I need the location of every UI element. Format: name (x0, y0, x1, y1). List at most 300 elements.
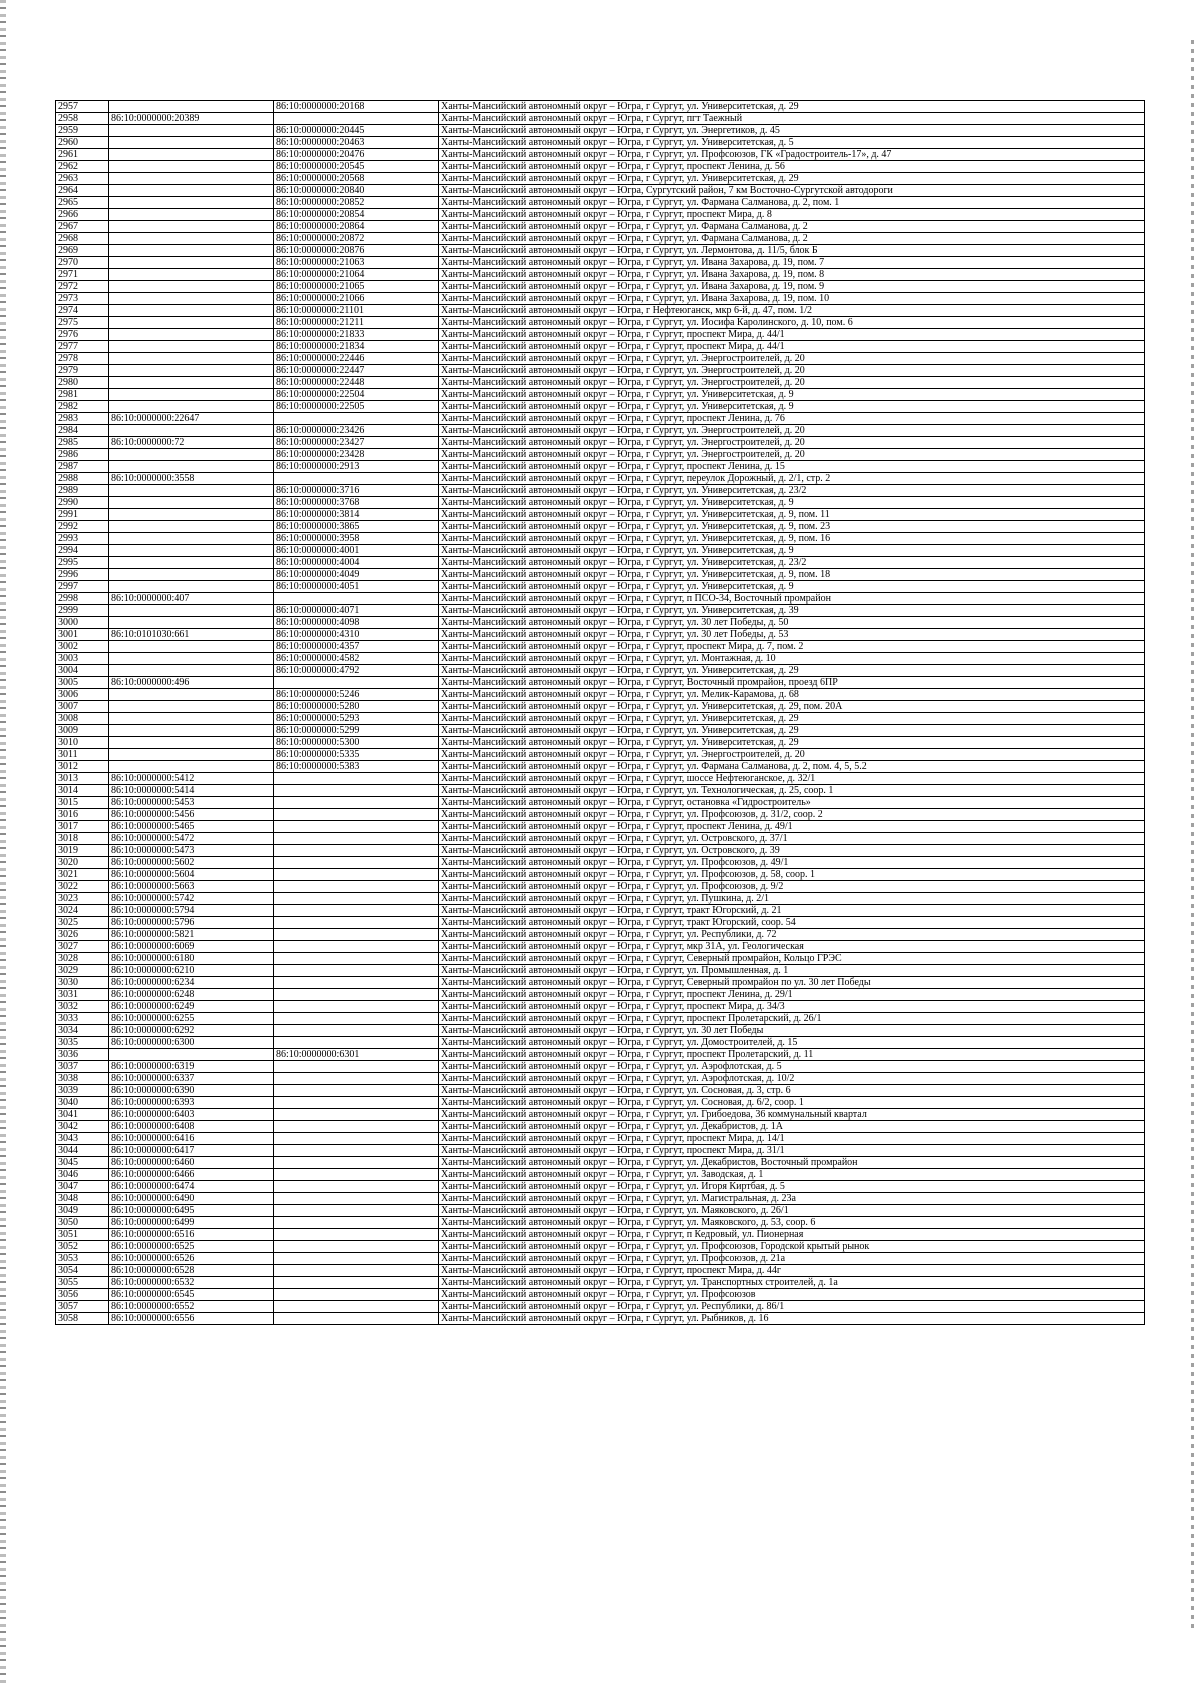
object-cadastral-number-cell: 86:10:0000000:4071 (274, 605, 439, 617)
cadastral-number-cell (109, 641, 274, 653)
object-cadastral-number-cell: 86:10:0000000:3958 (274, 533, 439, 545)
cadastral-number-cell: 86:10:0000000:6545 (109, 1289, 274, 1301)
object-cadastral-number-cell: 86:10:0000000:22447 (274, 365, 439, 377)
cadastral-number-cell (109, 209, 274, 221)
table-row (56, 821, 1145, 833)
table-row (56, 305, 1145, 317)
address-cell: Ханты-Мансийский автономный округ – Югра, г Сургут, ул. Грибоедова, 36 коммунальный квартал (439, 1109, 1145, 1121)
row-number-cell: 3021 (56, 869, 109, 881)
object-cadastral-number-cell: 86:10:0000000:4004 (274, 557, 439, 569)
address-cell: Ханты-Мансийский автономный округ – Югра, г Сургут, мкр 31А, ул. Геологическая (439, 941, 1145, 953)
address-cell: Ханты-Мансийский автономный округ – Югра, г Сургут, ул. 30 лет Победы (439, 1025, 1145, 1037)
row-number-cell: 2987 (56, 461, 109, 473)
cadastral-number-cell: 86:10:0000000:6526 (109, 1253, 274, 1265)
table-row (56, 1001, 1145, 1013)
object-cadastral-number-cell (274, 1013, 439, 1025)
row-number-cell: 2983 (56, 413, 109, 425)
cadastral-number-cell: 86:10:0000000:6495 (109, 1205, 274, 1217)
object-cadastral-number-cell (274, 1301, 439, 1313)
cadastral-number-cell (109, 581, 274, 593)
address-cell: Ханты-Мансийский автономный округ – Югра, г Сургут, ул. Профсоюзов, д. 21а (439, 1253, 1145, 1265)
address-cell: Ханты-Мансийский автономный округ – Югра, г Сургут, ул. Профсоюзов, д. 58, соор. 1 (439, 869, 1145, 881)
cadastral-number-cell (109, 713, 274, 725)
object-cadastral-number-cell (274, 905, 439, 917)
address-cell: Ханты-Мансийский автономный округ – Югра, г Сургут, ул. Ивана Захарова, д. 19, пом. 7 (439, 257, 1145, 269)
address-cell: Ханты-Мансийский автономный округ – Югра, г Сургут, ул. Магистральная, д. 23а (439, 1193, 1145, 1205)
cadastral-number-cell (109, 293, 274, 305)
cadastral-number-cell (109, 401, 274, 413)
table-row (56, 1013, 1145, 1025)
cadastral-number-cell: 86:10:0000000:5663 (109, 881, 274, 893)
object-cadastral-number-cell: 86:10:0000000:5299 (274, 725, 439, 737)
object-cadastral-number-cell (274, 917, 439, 929)
cadastral-number-cell: 86:10:0000000:5473 (109, 845, 274, 857)
address-cell: Ханты-Мансийский автономный округ – Югра, г Сургут, ул. Университетская, д. 29 (439, 725, 1145, 737)
table-row (56, 845, 1145, 857)
table-row (56, 1217, 1145, 1229)
table-row (56, 653, 1145, 665)
table-row (56, 245, 1145, 257)
address-cell: Ханты-Мансийский автономный округ – Югра, г Сургут, ул. Университетская, д. 29 (439, 101, 1145, 113)
cadastral-number-cell (109, 173, 274, 185)
document-sheet (55, 100, 1145, 1325)
object-cadastral-number-cell: 86:10:0000000:6301 (274, 1049, 439, 1061)
object-cadastral-number-cell: 86:10:0000000:5335 (274, 749, 439, 761)
row-number-cell: 3031 (56, 989, 109, 1001)
row-number-cell: 3015 (56, 797, 109, 809)
row-number-cell: 2978 (56, 353, 109, 365)
cadastral-number-cell (109, 521, 274, 533)
cadastral-number-cell: 86:10:0000000:6249 (109, 1001, 274, 1013)
address-cell: Ханты-Мансийский автономный округ – Югра, г Сургут, ул. Профсоюзов, ГК «Градостроитель-17», д. 47 (439, 149, 1145, 161)
row-number-cell: 3006 (56, 689, 109, 701)
address-cell: Ханты-Мансийский автономный округ – Югра, г Сургут, ул. Университетская, д. 9 (439, 401, 1145, 413)
table-row (56, 197, 1145, 209)
row-number-cell: 2966 (56, 209, 109, 221)
cadastral-number-cell (109, 509, 274, 521)
table-row (56, 341, 1145, 353)
table-row (56, 1253, 1145, 1265)
row-number-cell: 3030 (56, 977, 109, 989)
cadastral-number-cell: 86:10:0101030:661 (109, 629, 274, 641)
row-number-cell: 3038 (56, 1073, 109, 1085)
table-row (56, 137, 1145, 149)
table-row (56, 665, 1145, 677)
cadastral-number-cell: 86:10:0000000:6552 (109, 1301, 274, 1313)
address-cell: Ханты-Мансийский автономный округ – Югра, г Сургут, проспект Ленина, д. 76 (439, 413, 1145, 425)
address-cell: Ханты-Мансийский автономный округ – Югра, г Сургут, ул. Профсоюзов, Городской крытый рынок (439, 1241, 1145, 1253)
object-cadastral-number-cell: 86:10:0000000:21066 (274, 293, 439, 305)
object-cadastral-number-cell (274, 809, 439, 821)
table-row (56, 617, 1145, 629)
cadastral-number-cell (109, 137, 274, 149)
address-cell: Ханты-Мансийский автономный округ – Югра, г Сургут, ул. Университетская, д. 29 (439, 173, 1145, 185)
row-number-cell: 2960 (56, 137, 109, 149)
address-cell: Ханты-Мансийский автономный округ – Югра, г Сургут, ул. Мелик-Карамова, д. 68 (439, 689, 1145, 701)
object-cadastral-number-cell: 86:10:0000000:4001 (274, 545, 439, 557)
cadastral-number-cell (109, 425, 274, 437)
row-number-cell: 2977 (56, 341, 109, 353)
table-row (56, 1181, 1145, 1193)
cadastral-number-cell (109, 617, 274, 629)
object-cadastral-number-cell (274, 1157, 439, 1169)
cadastral-number-cell: 86:10:0000000:6403 (109, 1109, 274, 1121)
table-row (56, 1229, 1145, 1241)
row-number-cell: 3028 (56, 953, 109, 965)
table-row (56, 629, 1145, 641)
row-number-cell: 2962 (56, 161, 109, 173)
table-row (56, 281, 1145, 293)
cadastral-number-cell (109, 665, 274, 677)
object-cadastral-number-cell: 86:10:0000000:2913 (274, 461, 439, 473)
object-cadastral-number-cell (274, 845, 439, 857)
table-row (56, 461, 1145, 473)
row-number-cell: 3007 (56, 701, 109, 713)
object-cadastral-number-cell: 86:10:0000000:4310 (274, 629, 439, 641)
object-cadastral-number-cell: 86:10:0000000:20463 (274, 137, 439, 149)
row-number-cell: 3027 (56, 941, 109, 953)
address-cell: Ханты-Мансийский автономный округ – Югра, г Сургут, ул. Сосновая, д. 3, стр. 6 (439, 1085, 1145, 1097)
object-cadastral-number-cell (274, 953, 439, 965)
object-cadastral-number-cell (274, 1229, 439, 1241)
cadastral-number-cell: 86:10:0000000:6300 (109, 1037, 274, 1049)
table-row (56, 329, 1145, 341)
table-row (56, 809, 1145, 821)
cadastral-number-cell (109, 1049, 274, 1061)
address-cell: Ханты-Мансийский автономный округ – Югра, г Сургут, ул. Энергостроителей, д. 20 (439, 377, 1145, 389)
address-cell: Ханты-Мансийский автономный округ – Югра, г Сургут, ул. 30 лет Победы, д. 53 (439, 629, 1145, 641)
table-row (56, 581, 1145, 593)
object-cadastral-number-cell (274, 1109, 439, 1121)
table-row (56, 593, 1145, 605)
row-number-cell: 3053 (56, 1253, 109, 1265)
object-cadastral-number-cell (274, 833, 439, 845)
address-cell: Ханты-Мансийский автономный округ – Югра, г Сургут, ул. Островского, д. 37/1 (439, 833, 1145, 845)
object-cadastral-number-cell: 86:10:0000000:5293 (274, 713, 439, 725)
address-cell: Ханты-Мансийский автономный округ – Югра, г Сургут, ул. Домостроителей, д. 15 (439, 1037, 1145, 1049)
object-cadastral-number-cell (274, 773, 439, 785)
table-row (56, 365, 1145, 377)
cadastral-number-cell: 86:10:0000000:407 (109, 593, 274, 605)
address-cell: Ханты-Мансийский автономный округ – Югра, г Сургут, ул. Иосифа Каролинского, д. 10, пом. 6 (439, 317, 1145, 329)
address-cell: Ханты-Мансийский автономный округ – Югра, Сургутский район, 7 км Восточно-Сургутской автодороги (439, 185, 1145, 197)
row-number-cell: 2971 (56, 269, 109, 281)
row-number-cell: 3002 (56, 641, 109, 653)
object-cadastral-number-cell (274, 1181, 439, 1193)
object-cadastral-number-cell: 86:10:0000000:21063 (274, 257, 439, 269)
table-row (56, 317, 1145, 329)
object-cadastral-number-cell (274, 1073, 439, 1085)
table-row (56, 941, 1145, 953)
address-cell: Ханты-Мансийский автономный округ – Югра, г Сургут, ул. Технологическая, д. 25, соор. 1 (439, 785, 1145, 797)
cadastral-number-cell (109, 653, 274, 665)
row-number-cell: 2981 (56, 389, 109, 401)
address-cell: Ханты-Мансийский автономный округ – Югра, г Сургут, проспект Мира, д. 14/1 (439, 1133, 1145, 1145)
address-cell: Ханты-Мансийский автономный округ – Югра, г Сургут, ул. Рыбников, д. 16 (439, 1313, 1145, 1325)
row-number-cell: 2967 (56, 221, 109, 233)
cadastral-number-cell: 86:10:0000000:5604 (109, 869, 274, 881)
registry-table-body (56, 101, 1145, 1325)
object-cadastral-number-cell (274, 473, 439, 485)
cadastral-number-cell (109, 353, 274, 365)
row-number-cell: 2996 (56, 569, 109, 581)
table-row (56, 1313, 1145, 1325)
object-cadastral-number-cell: 86:10:0000000:20545 (274, 161, 439, 173)
address-cell: Ханты-Мансийский автономный округ – Югра, г Сургут, проспект Мира, д. 34/3 (439, 1001, 1145, 1013)
address-cell: Ханты-Мансийский автономный округ – Югра, г Сургут, ул. Профсоюзов (439, 1289, 1145, 1301)
row-number-cell: 3013 (56, 773, 109, 785)
cadastral-number-cell: 86:10:0000000:6490 (109, 1193, 274, 1205)
row-number-cell: 3047 (56, 1181, 109, 1193)
row-number-cell: 3011 (56, 749, 109, 761)
row-number-cell: 3009 (56, 725, 109, 737)
cadastral-number-cell: 86:10:0000000:6319 (109, 1061, 274, 1073)
object-cadastral-number-cell: 86:10:0000000:20854 (274, 209, 439, 221)
cadastral-number-cell (109, 605, 274, 617)
cadastral-number-cell: 86:10:0000000:5414 (109, 785, 274, 797)
table-row (56, 1109, 1145, 1121)
object-cadastral-number-cell (274, 1253, 439, 1265)
address-cell: Ханты-Мансийский автономный округ – Югра, г Сургут, тракт Югорский, д. 21 (439, 905, 1145, 917)
object-cadastral-number-cell (274, 1145, 439, 1157)
address-cell: Ханты-Мансийский автономный округ – Югра, г Сургут, ул. Энергостроителей, д. 20 (439, 437, 1145, 449)
row-number-cell: 3036 (56, 1049, 109, 1061)
table-row (56, 869, 1145, 881)
cadastral-number-cell: 86:10:0000000:6474 (109, 1181, 274, 1193)
object-cadastral-number-cell: 86:10:0000000:5383 (274, 761, 439, 773)
row-number-cell: 3055 (56, 1277, 109, 1289)
cadastral-number-cell: 86:10:0000000:6292 (109, 1025, 274, 1037)
cadastral-number-cell: 86:10:0000000:6255 (109, 1013, 274, 1025)
table-row (56, 713, 1145, 725)
address-cell: Ханты-Мансийский автономный округ – Югра, г Сургут, проспект Ленина, д. 15 (439, 461, 1145, 473)
row-number-cell: 3058 (56, 1313, 109, 1325)
row-number-cell: 3026 (56, 929, 109, 941)
row-number-cell: 2994 (56, 545, 109, 557)
row-number-cell: 2990 (56, 497, 109, 509)
address-cell: Ханты-Мансийский автономный округ – Югра, г Сургут, ул. Ивана Захарова, д. 19, пом. 9 (439, 281, 1145, 293)
address-cell: Ханты-Мансийский автономный округ – Югра, г Сургут, остановка «Гидростроитель» (439, 797, 1145, 809)
cadastral-number-cell (109, 449, 274, 461)
address-cell: Ханты-Мансийский автономный округ – Югра, г Сургут, ул. Университетская, д. 29 (439, 737, 1145, 749)
object-cadastral-number-cell (274, 1205, 439, 1217)
cadastral-number-cell (109, 329, 274, 341)
address-cell: Ханты-Мансийский автономный округ – Югра, г Сургут, ул. Островского, д. 39 (439, 845, 1145, 857)
address-cell: Ханты-Мансийский автономный округ – Югра, г Сургут, ул. 30 лет Победы, д. 50 (439, 617, 1145, 629)
cadastral-number-cell: 86:10:0000000:6466 (109, 1169, 274, 1181)
cadastral-number-cell (109, 269, 274, 281)
address-cell: Ханты-Мансийский автономный округ – Югра, г Сургут, ул. Университетская, д. 9, пом. 11 (439, 509, 1145, 521)
cadastral-number-cell: 86:10:0000000:496 (109, 677, 274, 689)
table-row (56, 377, 1145, 389)
address-cell: Ханты-Мансийский автономный округ – Югра, г Сургут, проспект Пролетарский, д. 11 (439, 1049, 1145, 1061)
object-cadastral-number-cell (274, 413, 439, 425)
object-cadastral-number-cell (274, 1133, 439, 1145)
object-cadastral-number-cell: 86:10:0000000:23427 (274, 437, 439, 449)
row-number-cell: 2958 (56, 113, 109, 125)
object-cadastral-number-cell: 86:10:0000000:21211 (274, 317, 439, 329)
object-cadastral-number-cell: 86:10:0000000:3865 (274, 521, 439, 533)
table-row (56, 209, 1145, 221)
cadastral-number-cell: 86:10:0000000:6180 (109, 953, 274, 965)
object-cadastral-number-cell: 86:10:0000000:4098 (274, 617, 439, 629)
address-cell: Ханты-Мансийский автономный округ – Югра, г Сургут, ул. Профсоюзов, д. 49/1 (439, 857, 1145, 869)
cadastral-number-cell: 86:10:0000000:5602 (109, 857, 274, 869)
row-number-cell: 3016 (56, 809, 109, 821)
address-cell: Ханты-Мансийский автономный округ – Югра, г Сургут, Северный промрайон, Кольцо ГРЭС (439, 953, 1145, 965)
table-row (56, 773, 1145, 785)
row-number-cell: 2985 (56, 437, 109, 449)
table-row (56, 605, 1145, 617)
object-cadastral-number-cell: 86:10:0000000:4051 (274, 581, 439, 593)
object-cadastral-number-cell: 86:10:0000000:5280 (274, 701, 439, 713)
table-row (56, 953, 1145, 965)
row-number-cell: 3046 (56, 1169, 109, 1181)
table-row (56, 929, 1145, 941)
address-cell: Ханты-Мансийский автономный округ – Югра, г Сургут, ул. Университетская, д. 5 (439, 137, 1145, 149)
cadastral-number-cell: 86:10:0000000:3558 (109, 473, 274, 485)
cadastral-number-cell: 86:10:0000000:6556 (109, 1313, 274, 1325)
cadastral-number-cell: 86:10:0000000:5796 (109, 917, 274, 929)
row-number-cell: 2972 (56, 281, 109, 293)
row-number-cell: 2969 (56, 245, 109, 257)
object-cadastral-number-cell: 86:10:0000000:5246 (274, 689, 439, 701)
address-cell: Ханты-Мансийский автономный округ – Югра, г Сургут, Северный промрайон по ул. 30 лет Победы (439, 977, 1145, 989)
object-cadastral-number-cell: 86:10:0000000:20568 (274, 173, 439, 185)
table-row (56, 497, 1145, 509)
cadastral-number-cell: 86:10:0000000:6248 (109, 989, 274, 1001)
cadastral-number-cell (109, 257, 274, 269)
address-cell: Ханты-Мансийский автономный округ – Югра, г Сургут, ул. Декабристов, Восточный промрайон (439, 1157, 1145, 1169)
cadastral-number-cell (109, 557, 274, 569)
row-number-cell: 3032 (56, 1001, 109, 1013)
table-row (56, 737, 1145, 749)
object-cadastral-number-cell (274, 1061, 439, 1073)
cadastral-number-cell: 86:10:0000000:5412 (109, 773, 274, 785)
cadastral-number-cell: 86:10:0000000:6499 (109, 1217, 274, 1229)
object-cadastral-number-cell: 86:10:0000000:21101 (274, 305, 439, 317)
address-cell: Ханты-Мансийский автономный округ – Югра, г Сургут, ул. Университетская, д. 9 (439, 545, 1145, 557)
cadastral-number-cell: 86:10:0000000:5472 (109, 833, 274, 845)
cadastral-number-cell (109, 485, 274, 497)
cadastral-number-cell (109, 725, 274, 737)
row-number-cell: 3057 (56, 1301, 109, 1313)
table-row (56, 413, 1145, 425)
table-row (56, 293, 1145, 305)
row-number-cell: 3039 (56, 1085, 109, 1097)
cadastral-number-cell: 86:10:0000000:20389 (109, 113, 274, 125)
table-row (56, 1025, 1145, 1037)
object-cadastral-number-cell: 86:10:0000000:21064 (274, 269, 439, 281)
address-cell: Ханты-Мансийский автономный округ – Югра, г Сургут, проспект Мира, д. 44/1 (439, 329, 1145, 341)
object-cadastral-number-cell: 86:10:0000000:3814 (274, 509, 439, 521)
cadastral-number-cell (109, 389, 274, 401)
address-cell: Ханты-Мансийский автономный округ – Югра, г Сургут, проспект Мира, д. 44/1 (439, 341, 1145, 353)
object-cadastral-number-cell (274, 1025, 439, 1037)
cadastral-number-cell: 86:10:0000000:6460 (109, 1157, 274, 1169)
table-row (56, 401, 1145, 413)
row-number-cell: 2961 (56, 149, 109, 161)
cadastral-number-cell: 86:10:0000000:22647 (109, 413, 274, 425)
address-cell: Ханты-Мансийский автономный округ – Югра, г Сургут, ул. Ивана Захарова, д. 19, пом. 8 (439, 269, 1145, 281)
object-cadastral-number-cell: 86:10:0000000:3716 (274, 485, 439, 497)
table-row (56, 161, 1145, 173)
cadastral-number-cell: 86:10:0000000:6210 (109, 965, 274, 977)
row-number-cell: 3004 (56, 665, 109, 677)
cadastral-number-cell (109, 689, 274, 701)
cadastral-number-cell: 86:10:0000000:6337 (109, 1073, 274, 1085)
row-number-cell: 2959 (56, 125, 109, 137)
object-cadastral-number-cell: 86:10:0000000:21833 (274, 329, 439, 341)
row-number-cell: 3045 (56, 1157, 109, 1169)
table-row (56, 1073, 1145, 1085)
row-number-cell: 3024 (56, 905, 109, 917)
row-number-cell: 3033 (56, 1013, 109, 1025)
cadastral-number-cell (109, 365, 274, 377)
row-number-cell: 2963 (56, 173, 109, 185)
row-number-cell: 3041 (56, 1109, 109, 1121)
address-cell: Ханты-Мансийский автономный округ – Югра, г Сургут, ул. Энергостроителей, д. 20 (439, 749, 1145, 761)
object-cadastral-number-cell (274, 965, 439, 977)
table-row (56, 677, 1145, 689)
cadastral-number-cell (109, 341, 274, 353)
cadastral-number-cell (109, 185, 274, 197)
cadastral-number-cell: 86:10:0000000:6528 (109, 1265, 274, 1277)
cadastral-number-cell: 86:10:0000000:5453 (109, 797, 274, 809)
table-row (56, 149, 1145, 161)
address-cell: Ханты-Мансийский автономный округ – Югра, г Сургут, проспект Пролетарский, д. 26/1 (439, 1013, 1145, 1025)
object-cadastral-number-cell (274, 113, 439, 125)
table-row (56, 437, 1145, 449)
address-cell: Ханты-Мансийский автономный округ – Югра, г Сургут, ул. Энергостроителей, д. 20 (439, 353, 1145, 365)
cadastral-number-cell: 86:10:0000000:6390 (109, 1085, 274, 1097)
table-row (56, 485, 1145, 497)
cadastral-number-cell (109, 377, 274, 389)
object-cadastral-number-cell (274, 593, 439, 605)
address-cell: Ханты-Мансийский автономный округ – Югра, г Сургут, ул. Университетская, д. 23/2 (439, 485, 1145, 497)
object-cadastral-number-cell (274, 1277, 439, 1289)
row-number-cell: 3000 (56, 617, 109, 629)
row-number-cell: 3034 (56, 1025, 109, 1037)
cadastral-number-cell: 86:10:0000000:6525 (109, 1241, 274, 1253)
row-number-cell: 2993 (56, 533, 109, 545)
row-number-cell: 3050 (56, 1217, 109, 1229)
row-number-cell: 3035 (56, 1037, 109, 1049)
object-cadastral-number-cell: 86:10:0000000:20840 (274, 185, 439, 197)
cadastral-number-cell: 86:10:0000000:6532 (109, 1277, 274, 1289)
row-number-cell: 3014 (56, 785, 109, 797)
table-row (56, 1301, 1145, 1313)
table-row (56, 113, 1145, 125)
address-cell: Ханты-Мансийский автономный округ – Югра, г Нефтеюганск, мкр 6-й, д. 47, пом. 1/2 (439, 305, 1145, 317)
cadastral-number-cell (109, 497, 274, 509)
row-number-cell: 3037 (56, 1061, 109, 1073)
table-row (56, 641, 1145, 653)
cadastral-number-cell (109, 737, 274, 749)
address-cell: Ханты-Мансийский автономный округ – Югра, г Сургут, ул. Маяковского, д. 53, соор. 6 (439, 1217, 1145, 1229)
row-number-cell: 3049 (56, 1205, 109, 1217)
table-row (56, 857, 1145, 869)
address-cell: Ханты-Мансийский автономный округ – Югра, г Сургут, проспект Ленина, д. 29/1 (439, 989, 1145, 1001)
table-row (56, 917, 1145, 929)
table-row (56, 1061, 1145, 1073)
address-cell: Ханты-Мансийский автономный округ – Югра, г Сургут, п Кедровый, ул. Пионерная (439, 1229, 1145, 1241)
address-cell: Ханты-Мансийский автономный округ – Югра, г Сургут, ул. Профсоюзов, д. 31/2, соор. 2 (439, 809, 1145, 821)
object-cadastral-number-cell (274, 1193, 439, 1205)
table-row (56, 389, 1145, 401)
row-number-cell: 2964 (56, 185, 109, 197)
table-row (56, 449, 1145, 461)
